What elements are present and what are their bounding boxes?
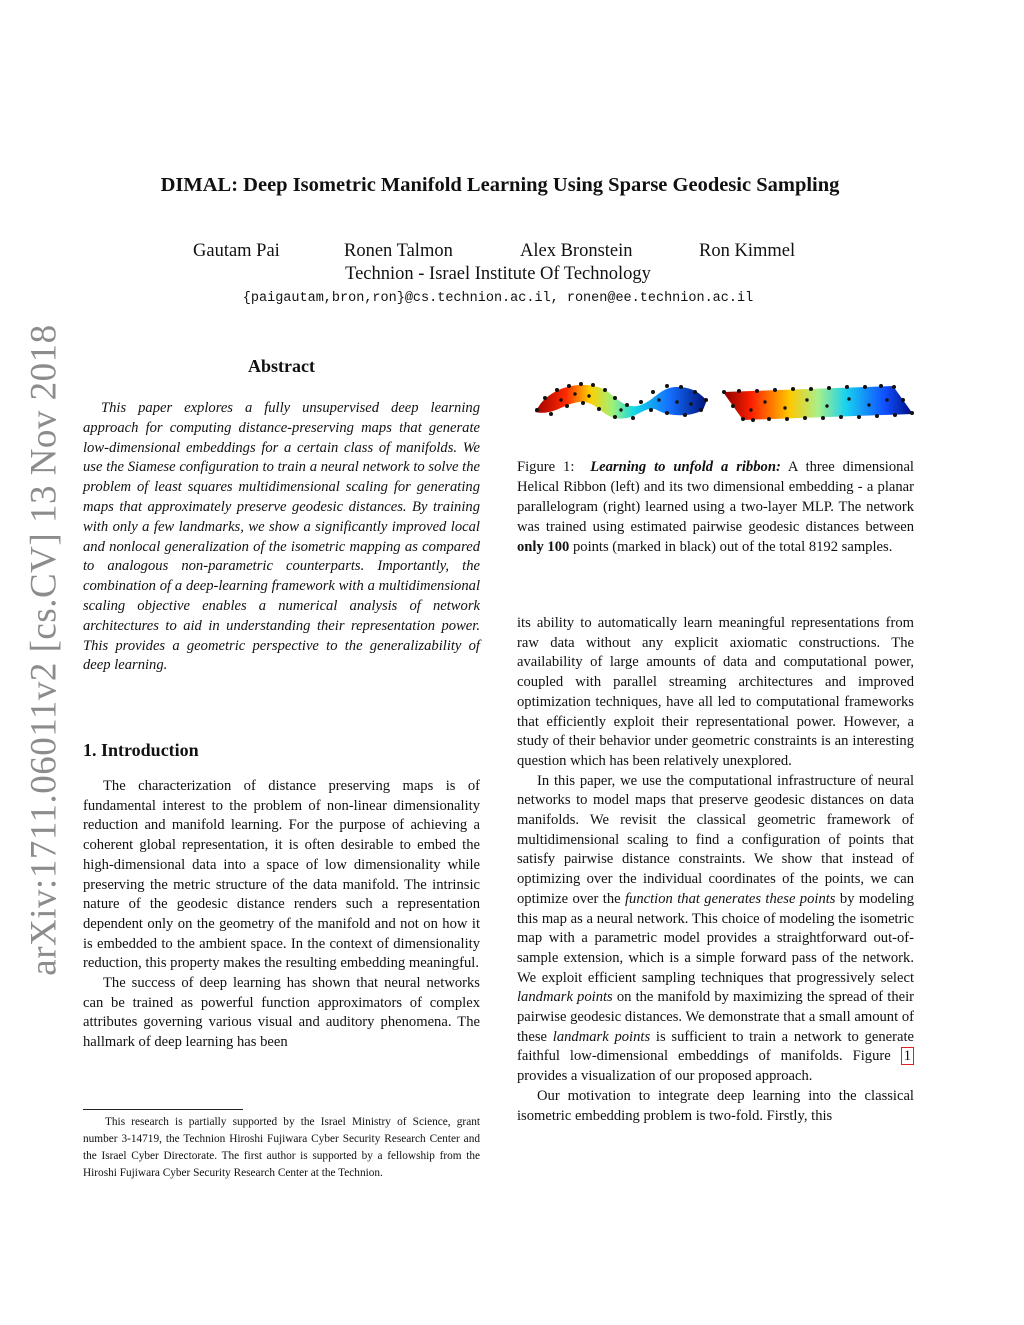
intro-paragraph: The characterization of distance preserving maps is of fundamental interest to the problem of non-linear dimensionality reduction and manifold learning. For the purpose of achieving a coherent global representation, it is often desirable to embed the high-dimensional data into a space of low dimensionality while preserving the metric structure of the data manifold. The intrinsic nature of the geodesic distance renders such a representation dependent only on the geometry of the manifold and not on how it is embedded to the ambient space. In the context of dimensionality reduction, this property makes the resulting embedding meaningful. bbox=[83, 778, 480, 972]
author-emails: {paigautam,bron,ron}@cs.technion.ac.il, ronen@ee.technion.ac.il bbox=[242, 291, 754, 306]
text-run: In this paper, we use the computational infrastructure of neural networks to model maps that preserve geodesic distances on data manifolds. We revisit the classical geometric framework of multidimensional scaling to find a configuration of points that satisfy pairwise distance constraints. We show that instead of optimizing over the individual coordinates of the points, we can optimize over the bbox=[517, 772, 914, 907]
author-name: Alex Bronstein bbox=[520, 241, 633, 261]
paper-title: DIMAL: Deep Isometric Manifold Learning Using Sparse Geodesic Sampling bbox=[160, 174, 840, 196]
body-paragraph: its ability to automatically learn meaningful representations from raw data without any explicit axiomatic constructions. The availability of large amounts of data and computational power, coupled with parallel streaming architectures and improved optimization techniques, have all led to computational frameworks that efficiently exploit their representational power. However, a study of their behavior under geometric constraints is an interesting question which has been relatively unexplored. bbox=[517, 615, 914, 769]
figure-title: Learning to unfold a ribbon: bbox=[590, 459, 781, 475]
caption-bold: only 100 bbox=[517, 539, 570, 555]
emphasis: landmark points bbox=[517, 989, 613, 1006]
abstract-text: This paper explores a fully unsupervised deep learning approach for computing distance-preserving maps that generate low-dimensional embeddings for a certain class of manifolds. We use the Siamese configuration to train a neural network to solve the problem of least squares multidimensional scaling for generating maps that approximately preserve geodesic distances. By training with only a few landmarks, we show a significantly improved local and nonlocal generalization of the isometric mapping as compared to analogous non-parametric counterparts. Importantly, the combination of a deep-learning framework with a multidimensional scaling objective enables a numerical analysis of network architectures to aid in understanding their representation power. This provides a geometric perspective to the generalizability of deep learning. bbox=[83, 400, 480, 674]
caption-text: A three dimensional Helical Ribbon (left) and its two dimensional embedding - a planar parallelogram (right) learned using a two-layer MLP. The network was trained using estimated pairwise geodesic distances between bbox=[517, 459, 914, 535]
planar-embedding-plot bbox=[722, 384, 914, 422]
footnote: This research is partially supported by the Israel Ministry of Science, grant number 3-14719, the Technion Hiroshi Fujiwara Cyber Security Research Center and the Israel Cyber Directorate. The first author is supported by a fellowship from the Hiroshi Fujiwara Cyber Security Research Center at the Technion. bbox=[83, 1116, 480, 1179]
figure-label: Figure 1: bbox=[517, 459, 575, 475]
right-column-body bbox=[517, 614, 914, 1126]
body-paragraph bbox=[517, 772, 914, 1087]
caption-text: points (marked in black) out of the total 8192 samples. bbox=[572, 539, 893, 555]
intro-paragraph: The success of deep learning has shown that neural networks can be trained as powerful function approximators of complex attributes governing various visual and auditory phenomena. The hallmark of deep learning has been bbox=[83, 975, 480, 1051]
intro-body bbox=[83, 777, 480, 1053]
arxiv-stamp: arXiv:1711.06011v2 [cs.CV] 13 Nov 2018 bbox=[23, 324, 65, 976]
figure-1-link[interactable]: 1 bbox=[901, 1047, 914, 1065]
body-paragraph: Our motivation to integrate deep learning into the classical isometric embedding problem is two-fold. Firstly, this bbox=[517, 1087, 914, 1124]
abstract-heading: Abstract bbox=[248, 356, 315, 376]
text-run: by modeling this map as a neural network. This choice of modeling the isometric map with a parametric model provides a straightforward out-of-sample extension, which is a simple forward pass of the network. We exploit efficient sampling techniques that progressively select bbox=[517, 890, 914, 986]
author-list bbox=[193, 241, 833, 265]
text-run: provides a visualization of our proposed approach. bbox=[517, 1068, 813, 1085]
figure-1-caption bbox=[517, 457, 914, 557]
figure-1-image bbox=[517, 372, 914, 432]
helical-ribbon-plot bbox=[535, 382, 708, 420]
text-run: on the manifold by maximizing the spread of their pairwise geodesic distances. We demonstrate that a small amount of these bbox=[517, 989, 915, 1045]
affiliation: Technion - Israel Institute Of Technology bbox=[345, 264, 651, 284]
text-run: is sufficient to train a network to generate faithful low-dimensional embeddings of manifolds. Figure bbox=[517, 1028, 914, 1065]
author-name: Ron Kimmel bbox=[699, 241, 796, 261]
author-name: Gautam Pai bbox=[193, 241, 280, 261]
author-name: Ronen Talmon bbox=[344, 241, 453, 261]
section-heading: 1. Introduction bbox=[83, 740, 199, 760]
emphasis: landmark points bbox=[552, 1028, 651, 1045]
emphasis: function that generates these points bbox=[625, 890, 836, 907]
footnote-rule bbox=[83, 1109, 243, 1110]
